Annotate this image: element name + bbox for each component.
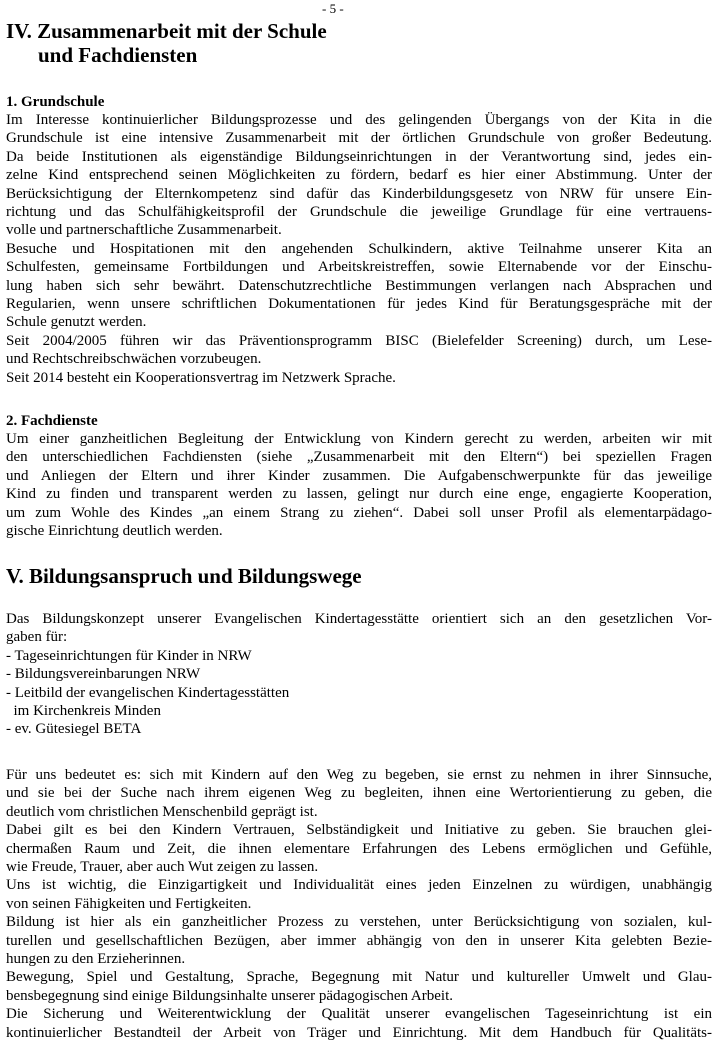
text-line: Bildung ist hier als ein ganzheitlicher Prozess zu verstehen, unter Berücksichtigung von sozialen, kul-	[6, 914, 712, 931]
list-item: - Tageseinrichtungen für Kinder in NRW	[6, 647, 252, 664]
text-line: und Rechtschreibschwächen vorzubeugen.	[6, 351, 262, 368]
chapter-iv-title	[6, 19, 327, 67]
chapter-iv-title-line-1: IV. Zusammenarbeit mit der Schule	[6, 19, 327, 43]
text-line: chermaßen Raum und Zeit, die ihnen elementare Erfahrungen des Lebens ermöglichen und Gefühle,	[6, 840, 712, 857]
text-line: turellen und gesellschaftlichen Bezügen, aber immer abhängig von den in unserer Kita gelebten Bezie-	[6, 932, 712, 949]
text-line: deutlich vom christlichen Menschenbild geprägt ist.	[6, 803, 318, 820]
text-line: Das Bildungskonzept unserer Evangelischen Kindertagesstätte orientiert sich an den gesetzlichen Vor-	[6, 611, 712, 627]
text-line: hungen zu den Erzieherinnen.	[6, 951, 186, 968]
text-line: Schule genutzt werden.	[6, 314, 147, 331]
text-line: Seit 2004/2005 führen wir das Präventionsprogramm BISC (Bielefelder Screening) durch, um Lese-	[6, 332, 712, 349]
grundschule-body	[6, 111, 712, 387]
text-line: Regularien, wenn unsere schriftlichen Dokumentationen für jedes Kind für Beratungsgespräche mit der	[6, 296, 712, 313]
text-line: Berücksichtigung der Elternkompetenz sind dafür das Kinderbildungsgesetz von NRW für unsere Ein-	[6, 185, 712, 202]
text-line: um zum Wohle des Kindes „an einem Strang zu ziehen“. Dabei soll unser Profil als elementarpädago-	[6, 504, 712, 521]
list-item: - Bildungsvereinbarungen NRW	[6, 666, 201, 683]
text-line: Dabei gilt es bei den Kindern Vertrauen, Selbständigkeit und Initiative zu geben. Sie brauchen glei-	[6, 822, 712, 839]
text-line: Besuche und Hospitationen mit den angehenden Schulkindern, aktive Teilnahme unserer Kita an	[6, 240, 712, 257]
section-fachdienste-heading: 2. Fachdienste	[6, 413, 98, 429]
list-item: - ev. Gütesiegel BETA	[6, 721, 142, 738]
text-line: und Anliegen der Eltern und ihrer Kinder zusammen. Die Aufgabenschwerpunkte für das jeweilige	[6, 467, 712, 484]
text-line: Bewegung, Spiel und Gestaltung, Sprache, Begegnung mit Natur und kultureller Umwelt und Glau-	[6, 969, 712, 986]
page-number: - 5 -	[322, 1, 344, 16]
text-line: Seit 2014 besteht ein Kooperationsvertrag im Netzwerk Sprache.	[6, 369, 396, 386]
list-item: im Kirchenkreis Minden	[6, 703, 161, 720]
bildungskonzept-body	[6, 610, 712, 739]
text-line: kontinuierlicher Bestandteil der Arbeit von Träger und Einrichtung. Mit dem Handbuch für Qualitäts-	[6, 1024, 712, 1041]
text-line: Kind zu finden und transparent werden zu lassen, gelingt nur durch eine enge, engagierte Kooperation,	[6, 486, 712, 503]
text-line: Für uns bedeutet es: sich mit Kindern auf den Weg zu begeben, sie ernst zu nehmen in ihrer Sinnsuche,	[6, 767, 712, 783]
text-line: Grundschule ist eine intensive Zusammenarbeit mit der örtlichen Grundschule von großer Bedeutung.	[6, 130, 712, 147]
text-line: zelne Kind entsprechend seinen Möglichkeiten zu fördern, bedarf es hier einer Abstimmung. Unter der	[6, 167, 712, 184]
text-line: Die Sicherung und Weiterentwicklung der Qualität unserer evangelischen Tageseinrichtung ist ein	[6, 1006, 712, 1023]
text-line: lung haben sich sehr bewährt. Datenschutzrechtliche Bestimmungen verlangen nach Absprachen und	[6, 277, 712, 294]
list-item: - Leitbild der evangelischen Kindertagesstätten	[6, 684, 290, 701]
text-line: volle und partnerschaftliche Zusammenarbeit.	[6, 222, 282, 239]
text-line: Um einer ganzheitlichen Begleitung der Entwicklung von Kindern gerecht zu werden, arbeiten wir mit	[6, 431, 712, 447]
text-line: bensbegegnung sind einige Bildungsinhalte unserer pädagogischen Arbeit.	[6, 987, 453, 1004]
text-line: von seinen Fähigkeiten und Fertigkeiten.	[6, 895, 252, 912]
text-line: gaben für:	[6, 629, 68, 646]
text-line: Im Interesse kontinuierlicher Bildungsprozesse und des gelingenden Übergangs von der Kita in die	[6, 112, 712, 128]
text-line: den unterschiedlichen Fachdiensten (siehe „Zusammenarbeit mit den Eltern“) bei speziellen Fragen	[6, 449, 712, 466]
text-line: gische Einrichtung deutlich werden.	[6, 523, 223, 540]
text-line: Da beide Institutionen als eigenständige Bildungseinrichtungen in der Verantwortung sind, jedes ein-	[6, 148, 712, 165]
chapter-iv-title-line-2: und Fachdiensten	[38, 43, 198, 67]
chapter-v-title: V. Bildungsanspruch und Bildungswege	[6, 564, 362, 588]
text-line: Schulfesten, gemeinsame Fortbildungen und Arbeitskreistreffen, sowie Elternabende vor der Einschu-	[6, 259, 712, 276]
text-line: wie Freude, Trauer, aber auch Wut zeigen zu lassen.	[6, 859, 319, 876]
text-line: und sie bei der Suche nach ihrem eigenen Weg zu begleiten, ihnen eine Wertorientierung zu geben, die	[6, 785, 712, 802]
text-line: Uns ist wichtig, die Einzigartigkeit und Individualität eines jeden Einzelnen zu würdigen, unabhängig	[6, 877, 712, 894]
text-line: richtung und das Schulfähigkeitsprofil der Grundschule die jeweilige Grundlage für eine vertrauens-	[6, 204, 712, 221]
bedeutung-body	[6, 766, 712, 1042]
section-grundschule-heading: 1. Grundschule	[6, 94, 105, 110]
fachdienste-body	[6, 430, 712, 540]
